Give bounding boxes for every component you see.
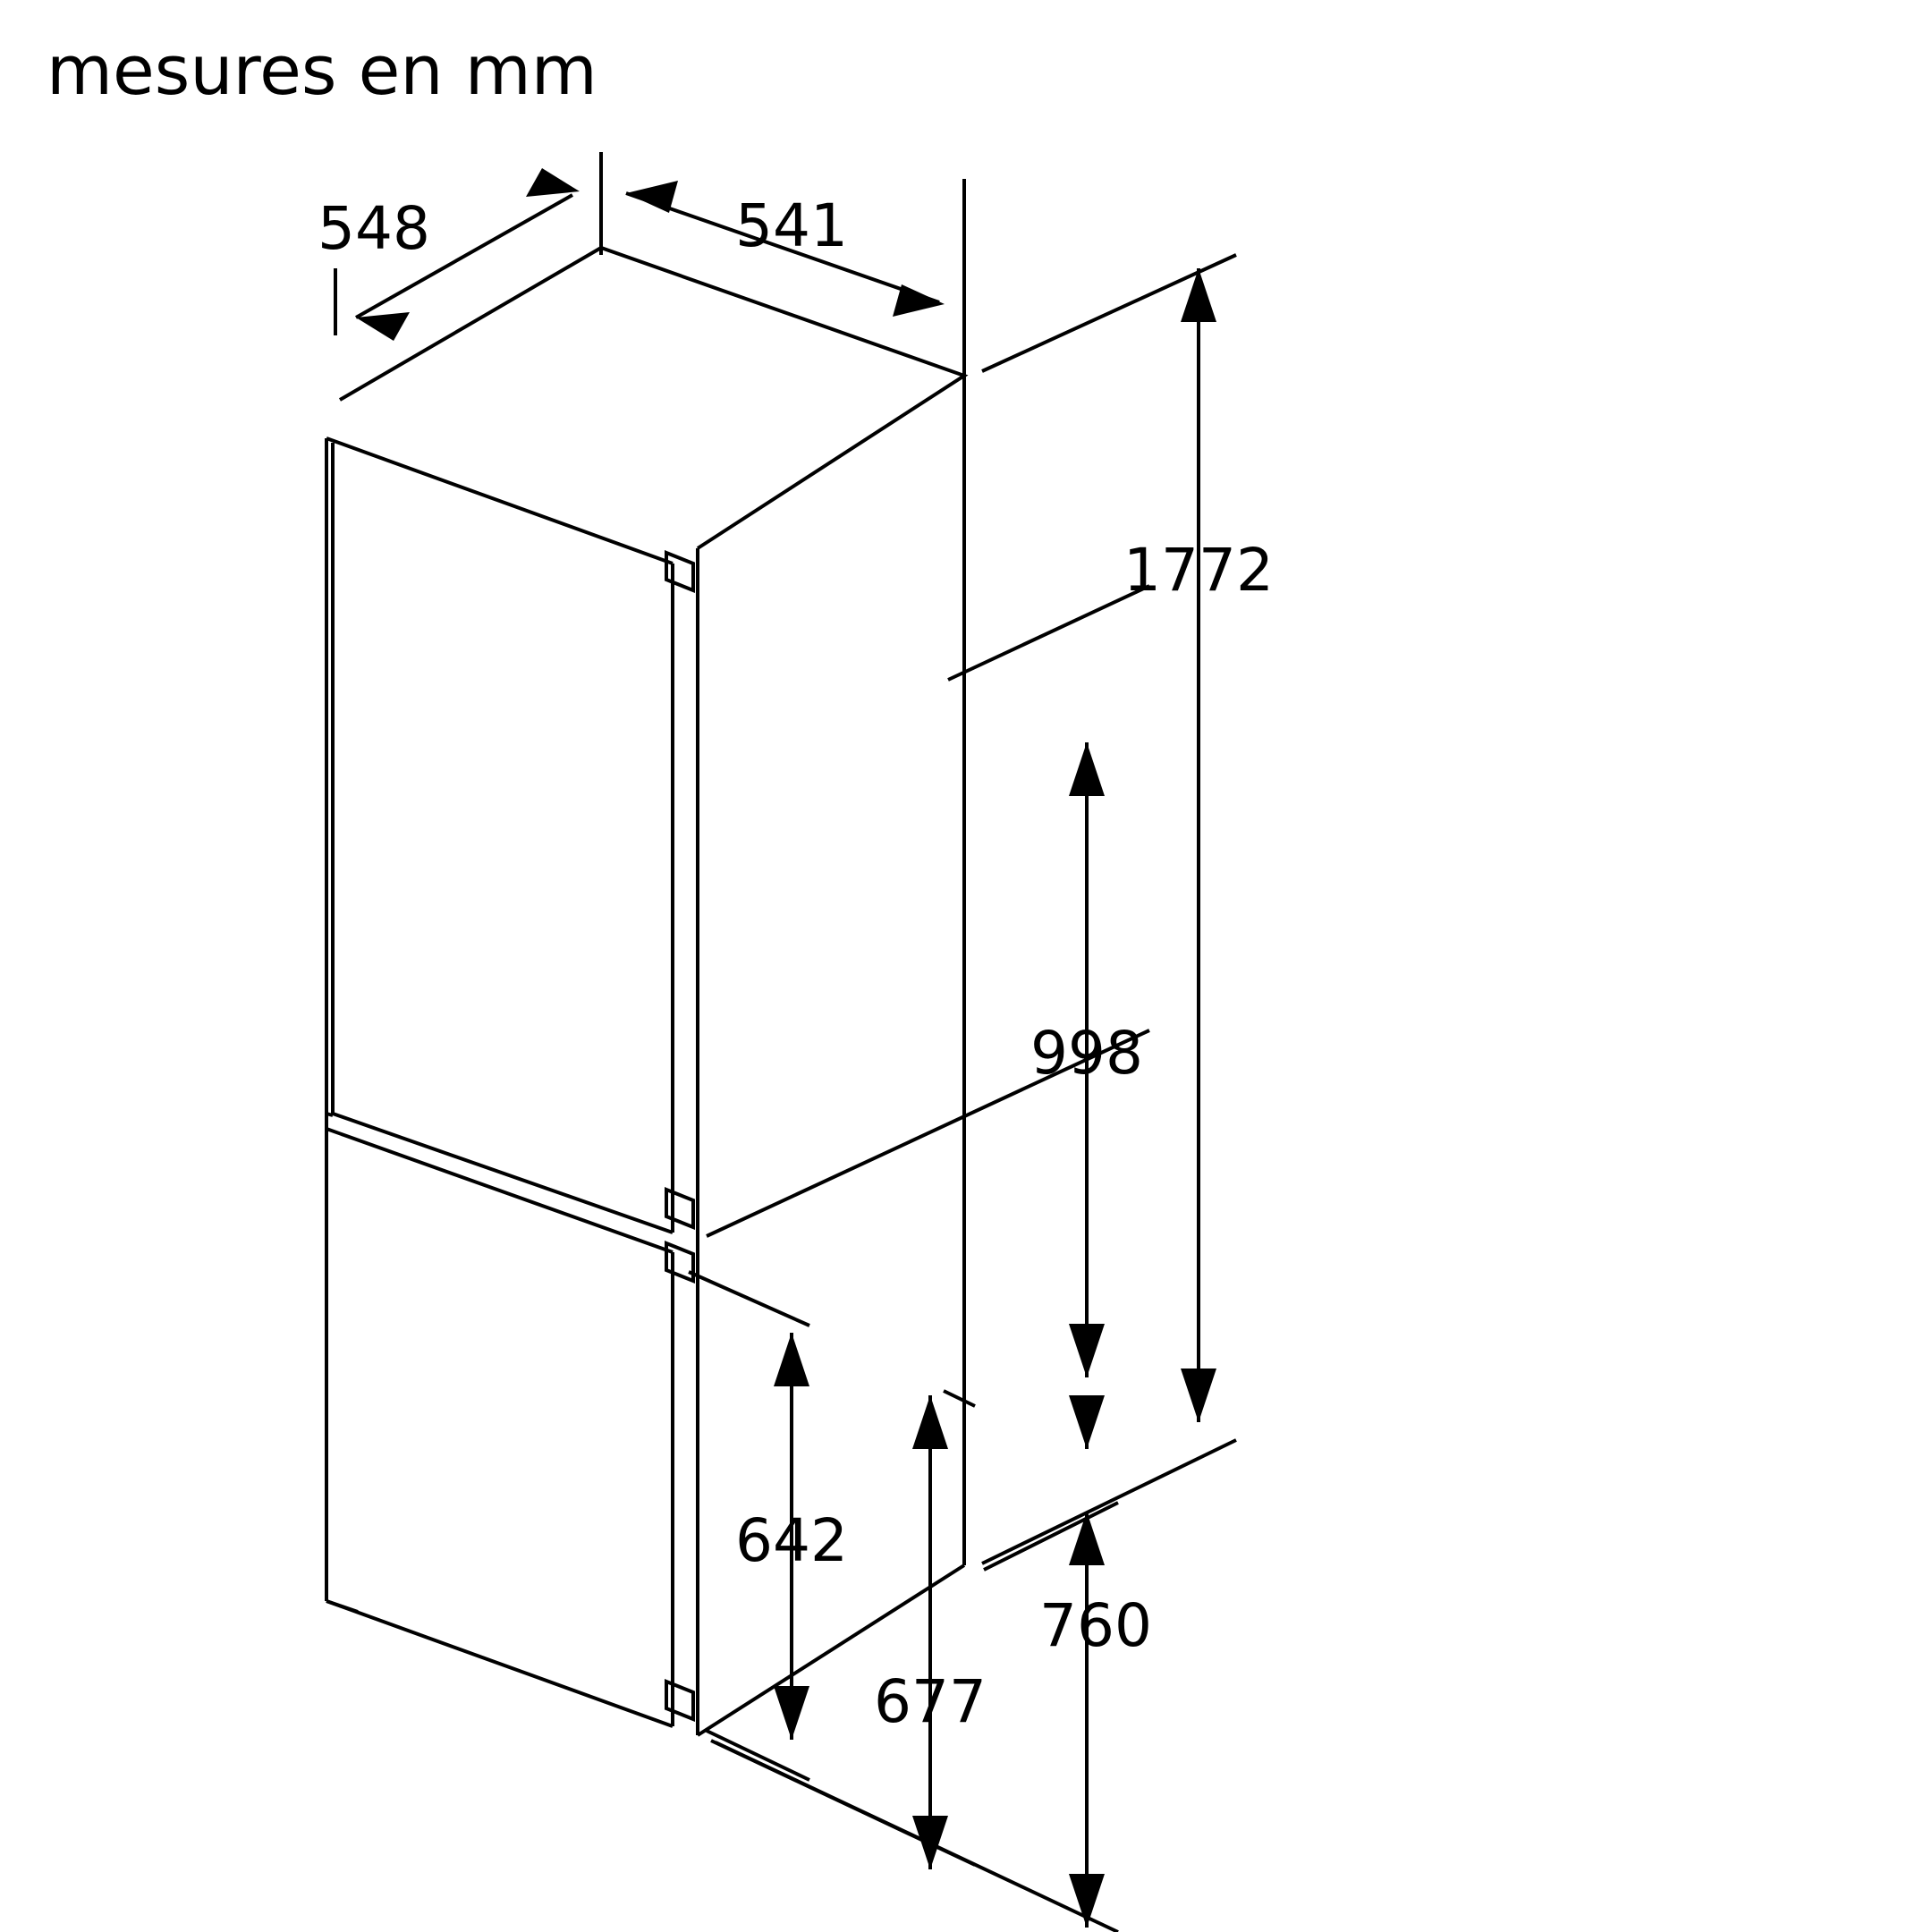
door-gap-seam bbox=[326, 1114, 333, 1115]
hinge-mid-lower bbox=[666, 1243, 693, 1281]
ext-642-bottom bbox=[707, 1731, 809, 1780]
ext-998-top bbox=[948, 586, 1149, 680]
upper-door-bottom bbox=[333, 1114, 673, 1233]
dimension-label-541: 541 bbox=[735, 191, 848, 260]
arrow-998-bottom2 bbox=[1069, 1395, 1105, 1449]
dimension-label-642: 642 bbox=[735, 1506, 848, 1575]
hinge-bottom bbox=[666, 1682, 693, 1719]
plinth-detail bbox=[326, 1601, 358, 1612]
arrow-998-top bbox=[1069, 742, 1105, 796]
arrow-548-end bbox=[526, 168, 580, 197]
dimension-label-760: 760 bbox=[1039, 1591, 1152, 1660]
ext-1772-bottom bbox=[982, 1440, 1236, 1563]
arrow-642-bottom bbox=[774, 1686, 809, 1740]
hinge-mid-upper bbox=[666, 1190, 693, 1227]
arrow-998-bottom bbox=[1069, 1324, 1105, 1377]
lower-door-top bbox=[326, 1129, 673, 1252]
appliance-outline bbox=[326, 248, 964, 1735]
dimension-label-1772: 1772 bbox=[1123, 536, 1274, 605]
dimension-label-998: 998 bbox=[1030, 1019, 1143, 1088]
arrow-642-top bbox=[774, 1333, 809, 1386]
arrow-760-bottom bbox=[1069, 1874, 1105, 1928]
cabinet-top-face bbox=[340, 248, 964, 548]
arrow-548-start bbox=[356, 312, 410, 341]
lower-door-bottom bbox=[326, 1601, 673, 1726]
arrow-1772-bottom bbox=[1181, 1368, 1216, 1422]
door-top-edge-upper bbox=[326, 438, 673, 564]
ext-642-top bbox=[689, 1272, 809, 1326]
arrow-677-top bbox=[912, 1395, 948, 1449]
caption-label: mesures en mm bbox=[47, 30, 597, 110]
ext-760-bottom bbox=[716, 1742, 1118, 1932]
dimension-label-677: 677 bbox=[874, 1667, 987, 1736]
dimension-label-548: 548 bbox=[318, 194, 430, 263]
hinge-top bbox=[666, 553, 693, 590]
ext-677-top bbox=[944, 1391, 975, 1406]
